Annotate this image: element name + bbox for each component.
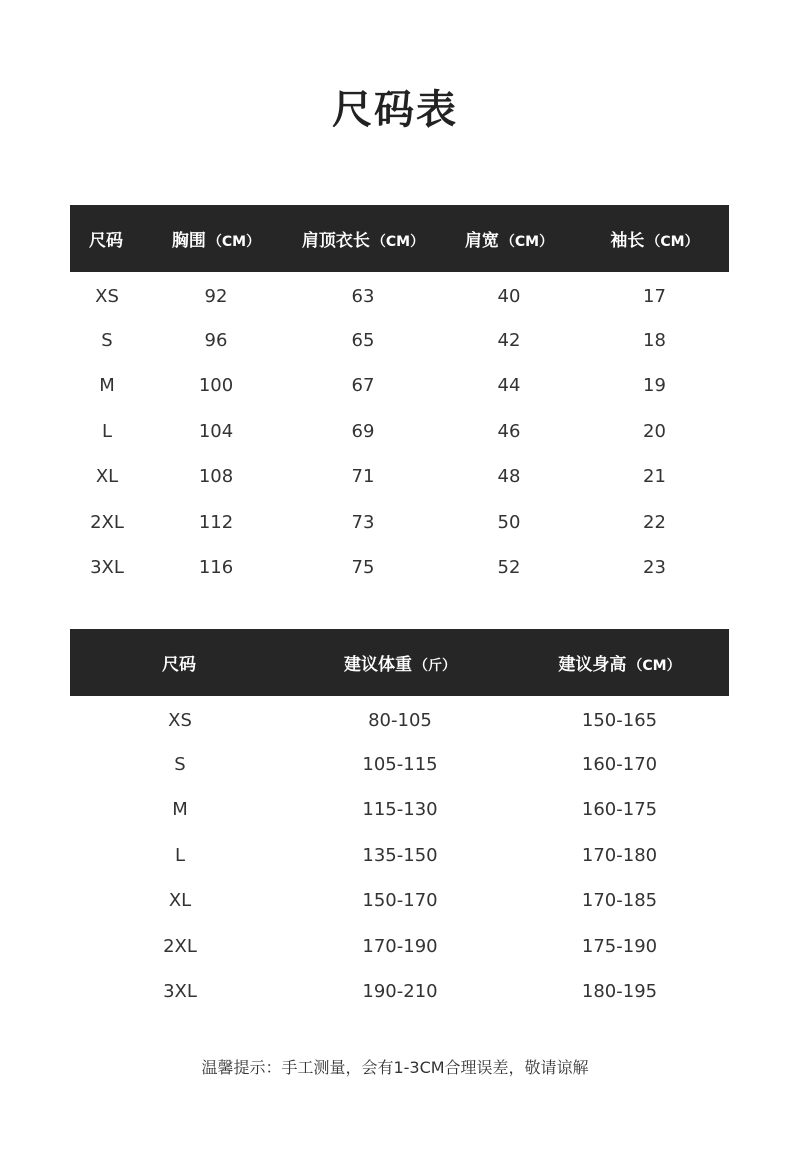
sleeve-cell: 22 — [643, 511, 666, 533]
length-cell: 69 — [351, 420, 375, 442]
weight-cell: 80-105 — [368, 710, 432, 732]
length-cell: 67 — [351, 375, 375, 397]
size-cell: XS — [95, 286, 119, 308]
weight-cell: 135-150 — [362, 844, 438, 866]
size-cell: M — [99, 375, 115, 397]
size-cell: XL — [168, 890, 192, 912]
chest-cell: 92 — [204, 286, 228, 308]
height-cell: 175-190 — [581, 935, 658, 957]
header-chest: 胸围 （CM） — [171, 231, 261, 251]
height-cell: 170-185 — [581, 890, 658, 912]
chest-cell: 96 — [204, 329, 228, 351]
weight-cell: 190-210 — [362, 981, 438, 1003]
table-row — [70, 924, 729, 970]
table-row — [70, 272, 729, 318]
table-row — [70, 454, 729, 500]
header-size: 尺码 — [89, 231, 123, 251]
height-cell: 160-175 — [581, 799, 658, 821]
shoulder-cell: 42 — [497, 329, 521, 351]
fit-recommendation-table — [70, 629, 729, 1015]
sleeve-cell: 18 — [643, 329, 666, 351]
size-cell: S — [101, 329, 113, 351]
chest-cell: 116 — [198, 557, 234, 579]
shoulder-cell: 52 — [497, 557, 521, 579]
measurement-tip: 温馨提示：手工测量，会有1-3CM合理误差，敬请谅解 — [201, 1058, 589, 1077]
shoulder-cell: 46 — [497, 420, 521, 442]
length-cell: 65 — [351, 329, 375, 351]
sleeve-cell: 23 — [643, 557, 666, 579]
sleeve-cell: 21 — [643, 466, 666, 488]
length-cell: 63 — [351, 286, 375, 308]
table-row — [70, 696, 729, 742]
table-row — [70, 500, 729, 546]
weight-cell: 115-130 — [362, 799, 438, 821]
shoulder-cell: 48 — [497, 466, 521, 488]
table-row — [70, 969, 729, 1015]
table-row — [70, 787, 729, 833]
weight-cell: 170-190 — [362, 935, 438, 957]
weight-cell: 150-170 — [362, 890, 438, 912]
table-row — [70, 742, 729, 788]
header-shoulder: 肩宽 （CM） — [464, 231, 554, 251]
length-cell: 73 — [351, 511, 375, 533]
size-cell: XL — [95, 466, 119, 488]
size-cell: L — [174, 844, 186, 866]
table-row — [70, 878, 729, 924]
chest-cell: 108 — [198, 466, 234, 488]
weight-cell: 105-115 — [362, 753, 438, 775]
shoulder-cell: 50 — [497, 511, 521, 533]
size-cell: M — [172, 799, 188, 821]
sleeve-cell: 19 — [643, 375, 666, 397]
table-header-row — [70, 629, 729, 696]
page-title: 尺码表 — [332, 87, 458, 133]
table-row — [70, 318, 729, 364]
size-cell: 2XL — [90, 511, 124, 533]
size-cell: 3XL — [163, 981, 197, 1003]
table-row — [70, 545, 729, 591]
table-row — [70, 833, 729, 879]
header-height: 建议身高 （CM） — [558, 655, 681, 675]
shoulder-cell: 44 — [497, 375, 521, 397]
header-size: 尺码 — [162, 655, 196, 675]
length-cell: 71 — [351, 466, 375, 488]
header-sleeve: 袖长 （CM） — [610, 231, 699, 251]
height-cell: 180-195 — [581, 981, 658, 1003]
sleeve-cell: 20 — [643, 420, 666, 442]
size-cell: S — [174, 753, 186, 775]
size-cell: 2XL — [163, 935, 197, 957]
table-header-row — [70, 205, 729, 272]
height-cell: 150-165 — [581, 710, 658, 732]
length-cell: 75 — [351, 557, 375, 579]
table-row — [70, 363, 729, 409]
size-cell: L — [101, 420, 113, 442]
chest-cell: 100 — [198, 375, 234, 397]
header-weight: 建议体重 （斤） — [344, 655, 456, 675]
size-cell: XS — [168, 710, 192, 732]
chest-cell: 104 — [198, 420, 234, 442]
sleeve-cell: 17 — [643, 286, 666, 308]
shoulder-cell: 40 — [497, 286, 521, 308]
height-cell: 160-170 — [581, 753, 658, 775]
size-cell: 3XL — [90, 557, 124, 579]
chest-cell: 112 — [198, 511, 234, 533]
measurement-table — [70, 205, 729, 591]
table-row — [70, 409, 729, 455]
height-cell: 170-180 — [581, 844, 658, 866]
header-length: 肩顶衣长 （CM） — [301, 231, 425, 251]
